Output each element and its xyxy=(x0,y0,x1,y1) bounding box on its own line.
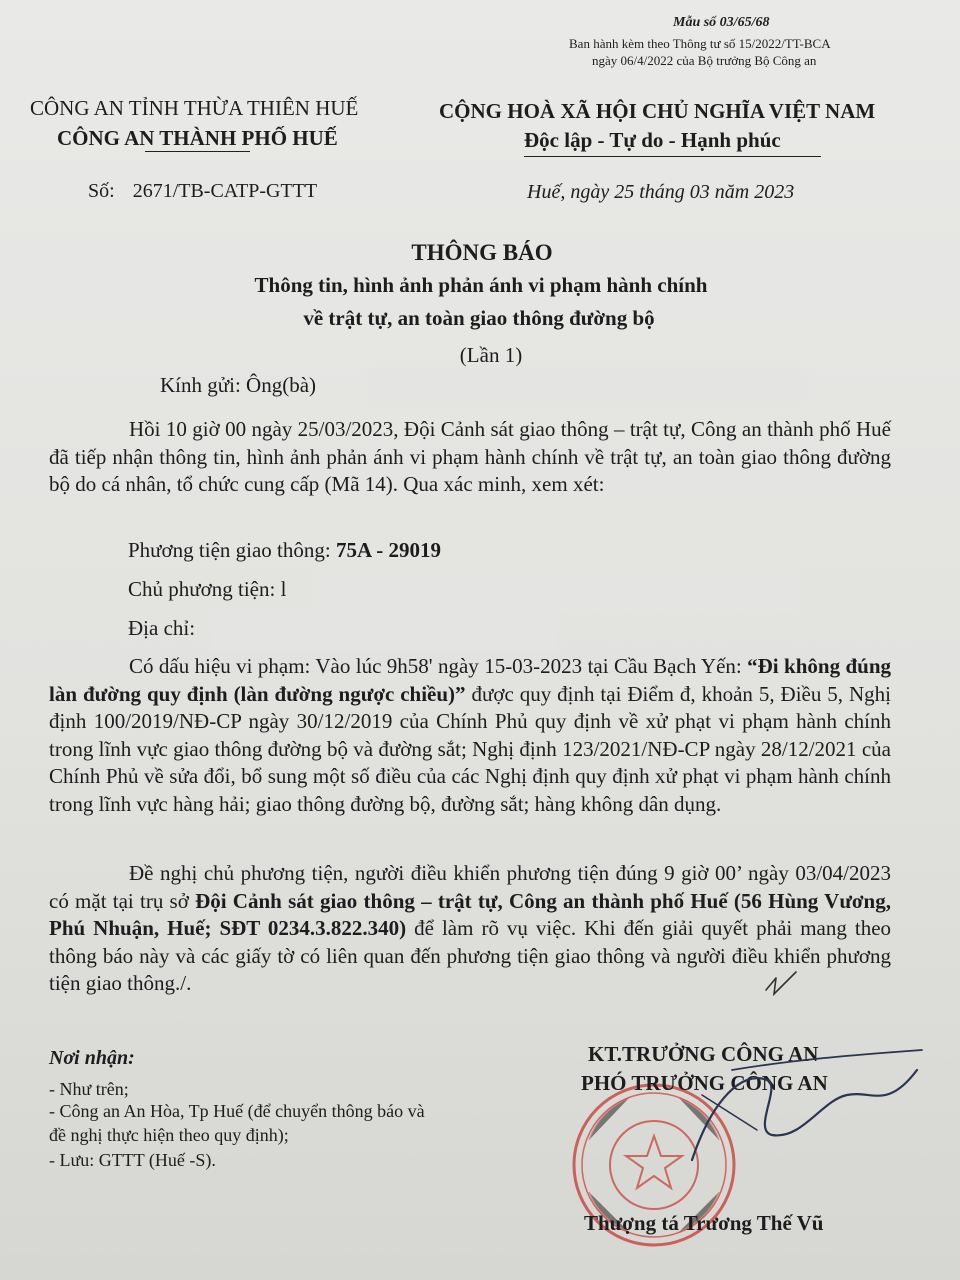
violation-legal-basis: được quy định tại Điểm đ, khoản 5, Điều 5, Nghị định 100/2019/NĐ-CP ngày 30/12/2019 của Chính Phủ quy định về xử phạt vi phạm hành chính trong lĩnh vực giao thông đường bộ và đường sắt; Nghị định 123/2021/NĐ-CP ngày 28/12/2021 của Chính Phủ về sửa đổi, bổ sung một số điều của các Nghị định quy định xử phạt vi phạm hành chính trong lĩnh vực hàng hải; giao thông đường bộ, đường sắt; hàng không dân dụng. xyxy=(49,681,891,816)
notice-title: THÔNG BÁO xyxy=(411,240,553,265)
handwritten-signature xyxy=(672,1040,932,1180)
agency-parent: CÔNG AN TỈNH THỪA THIÊN HUẾ xyxy=(30,96,359,120)
handwritten-tick-mark xyxy=(762,968,802,998)
violation-description: “Đi không đúng làn đường quy định (làn đường ngược chiều)” xyxy=(49,654,891,706)
form-code: Mẫu số 03/65/68 xyxy=(673,15,770,30)
recipients-item: đề nghị thực hiện theo quy định); xyxy=(49,1125,289,1145)
recipients-item: - Như trên; xyxy=(49,1079,129,1099)
signature-role-1: KT.TRƯỞNG CÔNG AN xyxy=(588,1042,819,1066)
owner-label: Chủ phương tiện: xyxy=(128,577,276,601)
notice-subtitle-line-2: về trật tự, an toàn giao thông đường bộ xyxy=(303,306,655,330)
vehicle-plate: 75A - 29019 xyxy=(335,538,441,562)
signature-role-2: PHÓ TRƯỞNG CÔNG AN xyxy=(581,1071,828,1095)
recipient-redaction xyxy=(368,372,804,402)
violation-prefix: Có dấu hiệu vi phạm: Vào lúc 9h58' ngày 15-03-2023 tại Cầu Bạch Yến: xyxy=(129,654,742,678)
notice-subtitle-line-1: Thông tin, hình ảnh phản ánh vi phạm hành chính xyxy=(254,273,708,297)
nation-name: CỘNG HOÀ XÃ HỘI CHỦ NGHĨA VIỆT NAM xyxy=(439,99,876,123)
agency-name: CÔNG AN THÀNH PHỐ HUẾ xyxy=(57,126,338,150)
owner-redaction xyxy=(318,572,796,610)
motto-underline xyxy=(524,156,821,157)
signer-name: Thượng tá Trương Thế Vũ xyxy=(584,1211,824,1235)
address-field xyxy=(128,616,195,641)
recipients-item: - Lưu: GTTT (Huế -S). xyxy=(49,1150,216,1170)
request-location: Đội Cảnh sát giao thông – trật tự, Công an thành phố Huế (56 Hùng Vương, Phú Nhuận, Huế; SĐT 0234.3.822.340) xyxy=(49,888,891,940)
address-label: Địa chỉ: xyxy=(128,616,196,640)
intro-paragraph xyxy=(49,416,891,499)
vehicle-label: Phương tiện giao thông: xyxy=(128,538,331,562)
place-and-date: Huế, ngày 25 tháng 03 năm 2023 xyxy=(527,181,795,203)
form-issued-date: ngày 06/4/2022 của Bộ trưởng Bộ Công an xyxy=(592,53,817,68)
request-prefix: Đề nghị chủ phương tiện, người điều khiển phương tiện đúng 9 giờ 00’ ngày 03/04/2023 có mặt tại trụ sở xyxy=(49,861,891,913)
violation-paragraph xyxy=(49,653,891,818)
form-issued-with: Ban hành kèm theo Thông tư số 15/2022/TT-BCA xyxy=(569,36,831,51)
address-redaction xyxy=(212,610,554,648)
notice-times: (Lần 1) xyxy=(459,343,523,367)
document-number xyxy=(88,180,317,203)
national-motto: Độc lập - Tự do - Hạnh phúc xyxy=(524,128,781,152)
owner-value: l xyxy=(280,577,287,601)
document-number-value: 2671/TB-CATP-GTTT xyxy=(132,180,318,202)
intro-text: Hồi 10 giờ 00 ngày 25/03/2023, Đội Cảnh sát giao thông – trật tự, Công an thành phố Huế đã tiếp nhận thông tin, hình ảnh phản ánh vi phạm hành chính về trật tự, an toàn giao thông đường bộ do cá nhân, tổ chức cung cấp (Mã 14). Qua xác minh, xem xét: xyxy=(49,417,891,496)
agency-underline xyxy=(145,151,250,152)
recipients-title: Nơi nhận: xyxy=(49,1047,135,1069)
request-instructions: để làm rõ vụ việc. Khi đến giải quyết phải mang theo thông báo này và các giấy tờ có liên quan đến phương tiện giao thông và người điều khiển phương tiện giao thông./. xyxy=(49,916,892,995)
recipients-item: - Công an An Hòa, Tp Huế (để chuyển thông báo và xyxy=(49,1101,425,1121)
recipient-label: Kính gửi: Ông(bà) xyxy=(160,373,317,397)
document-number-label: Số: xyxy=(88,180,115,202)
vehicle-field xyxy=(128,538,441,563)
owner-field xyxy=(128,577,286,602)
